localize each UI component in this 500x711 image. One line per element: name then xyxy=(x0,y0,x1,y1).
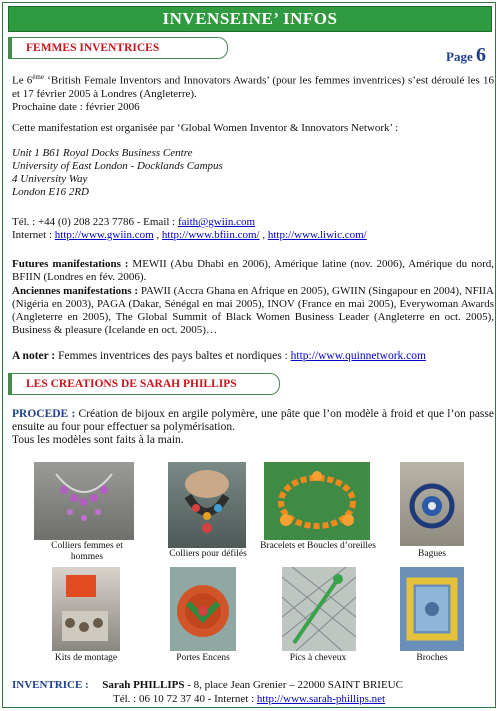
hairpin-illustration xyxy=(282,567,356,651)
paragraph-anciennes xyxy=(12,285,494,337)
inventrice-label: INVENTRICE : xyxy=(12,679,89,691)
photo-bracelets xyxy=(264,462,370,540)
contact-block xyxy=(12,216,494,242)
address-line: University of East London - Docklands Campus xyxy=(12,160,223,172)
awards-text-a: Le 6 xyxy=(12,74,33,87)
caption-colliers-defiles: Colliers pour défilés xyxy=(169,549,247,559)
email-link[interactable]: faith@gwiin.com xyxy=(177,216,256,228)
paragraph-futures xyxy=(12,258,494,284)
separator: , xyxy=(153,229,162,241)
caption-bagues: Bagues xyxy=(418,549,446,559)
anciennes-text: PAWII (Accra Ghana en Afrique en 2005), GWIIN (Singapour en 2004), NFIIA (Nigéria en 2003), PAGA (Dakar, Sénégal en mai 2005), INOV (France en mai 2005), Everywoman Awards (Angleterre en 2005), The Global Summit of Black Women Business Leader (Angleterre en oct. 2005), Business & pleasure (Icelande en oct. 2005)… xyxy=(12,285,494,336)
ring-illustration xyxy=(400,462,464,546)
paragraph-a-noter xyxy=(12,350,494,363)
kit-illustration xyxy=(52,567,120,651)
bfiin-link[interactable]: http://www.bfiin.com/ xyxy=(161,229,260,241)
anciennes-label: Anciennes manifestations : xyxy=(12,285,139,297)
paragraph-procede xyxy=(12,408,494,447)
caption-broches: Broches xyxy=(416,653,448,663)
section-title-creations: LES CREATIONS DE SARAH PHILLIPS xyxy=(8,373,280,395)
caption-portes-encens: Portes Encens xyxy=(176,653,230,663)
photo-colliers-defiles xyxy=(168,462,246,548)
liwic-link[interactable]: http://www.liwic.com/ xyxy=(267,229,367,241)
caption-kits: Kits de montage xyxy=(54,653,118,663)
photo-portes-encens xyxy=(170,567,236,651)
paragraph-awards xyxy=(12,71,494,114)
gwiin-link[interactable]: http://www.gwiin.com xyxy=(54,229,154,241)
inventrice-line xyxy=(12,679,492,692)
incense-holder-illustration xyxy=(170,567,236,651)
procede-line2: Tous les modèles sont faits à la main. xyxy=(12,434,184,446)
organizer-address xyxy=(12,147,494,199)
newsletter-banner: INVENSEINE’ INFOS xyxy=(8,6,492,32)
quinnetwork-link[interactable]: http://www.quinnetwork.com xyxy=(290,350,426,362)
internet-label: Internet : xyxy=(12,229,55,241)
runway-necklace-illustration xyxy=(168,462,246,548)
sarah-phillips-link[interactable]: http://www.sarah-phillips.net xyxy=(256,693,386,705)
caption-pics-cheveux: Pics à cheveux xyxy=(289,653,347,663)
photo-colliers-femmes xyxy=(34,462,134,540)
brooch-illustration xyxy=(400,567,464,651)
procede-label: PROCEDE : xyxy=(12,408,76,420)
futures-text: MEWII (Abu Dhabi en 2006), Amérique latine (nov. 2006), Amérique du nord, BFIIN (Londres en fév. 2006). xyxy=(12,258,494,283)
necklace-illustration xyxy=(34,462,134,540)
address-line: Unit 1 B61 Royal Docks Business Centre xyxy=(12,147,193,159)
page-label: Page xyxy=(446,49,473,64)
tel-text: Tél. : +44 (0) 208 223 7786 - Email : xyxy=(12,216,178,228)
inventrice-address: - 8, place Jean Grenier – 22000 SAINT BRIEUC xyxy=(184,679,403,691)
next-date: Prochaine date : février 2006 xyxy=(12,100,140,113)
awards-text-b: ‘British Female Inventors and Innovators Awards’ (pour les femmes inventrices) s’est déroulé les 16 et 17 février 2005 à Londres (Angleterre). xyxy=(12,74,494,100)
paragraph-organizer: Cette manifestation est organisée par ‘Global Women Inventor & Innovators Network’ : xyxy=(12,122,399,134)
photo-kits xyxy=(52,567,120,651)
anoter-label: A noter : xyxy=(12,350,56,362)
photo-broches xyxy=(400,567,464,651)
bracelet-illustration xyxy=(264,462,370,540)
photo-pics-cheveux xyxy=(282,567,356,651)
caption-bracelets: Bracelets et Boucles d’oreilles xyxy=(260,541,376,551)
section-title-femmes: FEMMES INVENTRICES xyxy=(8,37,228,59)
address-line: London E16 2RD xyxy=(12,186,89,198)
page-number-value: 6 xyxy=(476,44,486,66)
inventrice-contact xyxy=(113,693,493,706)
photo-bagues xyxy=(400,462,464,546)
inventrice-name: Sarah PHILLIPS xyxy=(102,679,185,691)
caption-colliers-femmes: Colliers femmes et hommes xyxy=(51,541,123,562)
anoter-text: Femmes inventrices des pays baltes et nordiques : xyxy=(55,350,291,362)
internet-line xyxy=(12,229,494,242)
tel-email-line xyxy=(12,216,494,229)
page-number xyxy=(446,44,486,67)
futures-label: Futures manifestations : xyxy=(12,258,129,270)
inventrice-tel: Tél. : 06 10 72 37 40 - Internet : xyxy=(113,693,257,705)
address-line: 4 University Way xyxy=(12,173,88,185)
separator: , xyxy=(259,229,268,241)
procede-text: Création de bijoux en argile polymère, une pâte que l’on modèle à froid et que l’on passe ensuite au four pour effectuer sa polymérisation. xyxy=(12,408,494,433)
awards-sup: ème xyxy=(32,73,44,81)
